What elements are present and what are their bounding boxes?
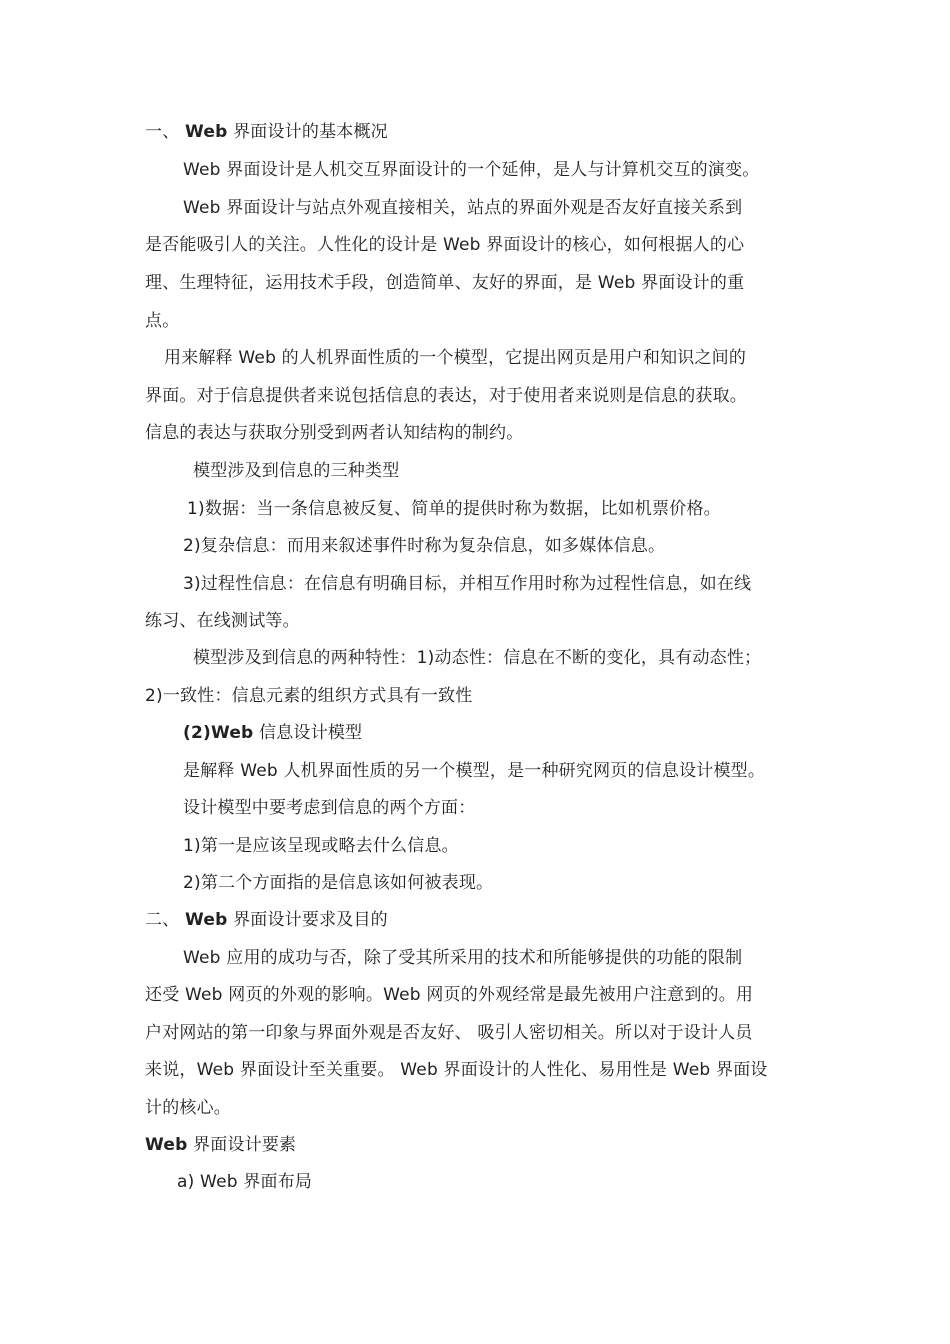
list-item: 2)复杂信息：而用来叙述事件时称为复杂信息，如多媒体信息。 bbox=[183, 536, 666, 556]
heading-keyword: Web bbox=[145, 1135, 188, 1155]
paragraph-line: 是否能吸引人的关注。人性化的设计是 Web 界面设计的核心，如何根据人的心 bbox=[145, 235, 745, 255]
heading-text: 界面设计要求及目的 bbox=[227, 910, 388, 930]
paragraph-line: 来说，Web 界面设计至关重要。 Web 界面设计的人性化、易用性是 Web 界面设 bbox=[145, 1060, 768, 1080]
list-item: 1)数据：当一条信息被反复、简单的提供时称为数据，比如机票价格。 bbox=[187, 499, 721, 519]
paragraph-line: 2)一致性：信息元素的组织方式具有一致性 bbox=[145, 686, 473, 706]
paragraph-line: 设计模型中要考虑到信息的两个方面： bbox=[183, 798, 476, 818]
paragraph-line: 计的核心。 bbox=[145, 1098, 231, 1118]
paragraph-line: 模型涉及到信息的两种特性：1)动态性：信息在不断的变化，具有动态性； bbox=[193, 648, 762, 668]
paragraph-line: Web 界面设计是人机交互界面设计的一个延伸，是人与计算机交互的演变。 bbox=[183, 160, 760, 180]
paragraph-line: 练习、在线测试等。 bbox=[145, 611, 300, 631]
paragraph-line: 理、生理特征，运用技术手段，创造简单、友好的界面，是 Web 界面设计的重 bbox=[145, 273, 745, 293]
heading-keyword: Web bbox=[185, 910, 228, 930]
heading-keyword: (2)Web bbox=[183, 723, 254, 743]
section-number: 二、 bbox=[145, 910, 186, 930]
elements-heading bbox=[145, 1133, 296, 1157]
heading-keyword: Web bbox=[185, 122, 228, 142]
paragraph-line: 还受 Web 网页的外观的影响。Web 网页的外观经常是最先被用户注意到的。用 bbox=[145, 985, 754, 1005]
paragraph-line: Web 应用的成功与否，除了受其所采用的技术和所能够提供的功能的限制 bbox=[183, 948, 743, 968]
section-heading-2 bbox=[145, 908, 388, 932]
paragraph-line: 户对网站的第一印象与界面外观是否友好、 吸引人密切相关。所以对于设计人员 bbox=[145, 1023, 753, 1043]
paragraph-line: 是解释 Web 人机界面性质的另一个模型，是一种研究网页的信息设计模型。 bbox=[183, 761, 766, 781]
section-heading-1 bbox=[145, 120, 388, 144]
paragraph-line: 界面。对于信息提供者来说包括信息的表达，对于使用者来说则是信息的获取。 bbox=[145, 386, 747, 406]
subsection-heading bbox=[183, 721, 362, 745]
list-item: 2)第二个方面指的是信息该如何被表现。 bbox=[183, 873, 494, 893]
heading-text: 信息设计模型 bbox=[253, 723, 363, 743]
list-item: 1)第一是应该呈现或略去什么信息。 bbox=[183, 836, 459, 856]
list-item: a) Web 界面布局 bbox=[177, 1172, 313, 1192]
heading-text: 界面设计要素 bbox=[187, 1135, 297, 1155]
paragraph-line: 点。 bbox=[145, 311, 180, 331]
list-item: 3)过程性信息：在信息有明确目标，并相互作用时称为过程性信息，如在线 bbox=[183, 574, 752, 594]
paragraph-line: 用来解释 Web 的人机界面性质的一个模型，它提出网页是用户和知识之间的 bbox=[164, 348, 747, 368]
heading-text: 界面设计的基本概况 bbox=[227, 122, 388, 142]
paragraph-line: Web 界面设计与站点外观直接相关，站点的界面外观是否友好直接关系到 bbox=[183, 198, 743, 218]
section-number: 一、 bbox=[145, 122, 186, 142]
paragraph-line: 信息的表达与获取分别受到两者认知结构的制约。 bbox=[145, 423, 524, 443]
paragraph-line: 模型涉及到信息的三种类型 bbox=[193, 461, 400, 481]
